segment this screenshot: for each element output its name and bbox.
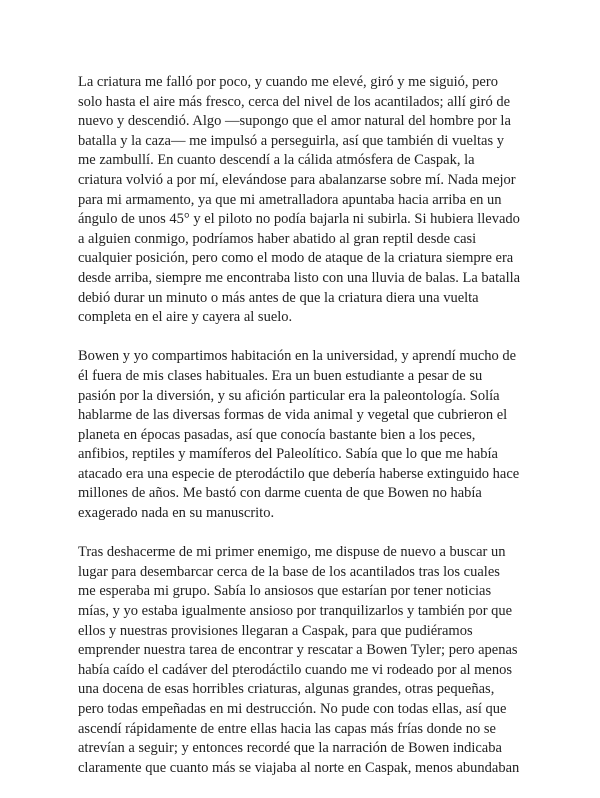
text-line: desde arriba, siempre me encontraba listo con una lluvia de balas. La batalla: [78, 269, 521, 286]
paragraph-2: [78, 347, 542, 523]
text-line: ascendí rápidamente de entre ellas hacia las capas más frías donde no se: [78, 720, 496, 737]
text-line: había caído el cadáver del pterodáctilo cuando me vi rodeado por al menos: [78, 661, 513, 678]
text-line: una docena de esas horribles criaturas, algunas grandes, otras pequeñas,: [78, 681, 495, 698]
text-line: me esperaba mi grupo. Sabía lo ansiosos que estarían por tener noticias: [78, 583, 492, 600]
text-line: Bowen y yo compartimos habitación en la universidad, y aprendí mucho de: [78, 348, 517, 365]
text-line: a alguien conmigo, podríamos haber abatido al gran reptil desde casi: [78, 230, 477, 247]
text-line: pasión por la diversión, y su afición particular era la paleontología. Solía: [78, 387, 500, 404]
text-line: para mi armamento, ya que mi ametralladora apuntaba hacia arriba en un: [78, 191, 502, 208]
paragraph-1: [78, 73, 542, 328]
text-line: criatura volvió a por mí, elevándose para abalanzarse sobre mí. Nada mejor: [78, 171, 516, 188]
text-line: La criatura me falló por poco, y cuando me elevé, giró y me siguió, pero: [78, 74, 498, 90]
text-line: mías, y yo estaba igualmente ansioso por tranquilizarlos y también por que: [78, 603, 513, 620]
text-line: debió durar un minuto o más antes de que la criatura diera una vuelta: [78, 289, 479, 306]
text-line: atrevían a seguir; y entonces recordé que la narración de Bowen indicaba: [78, 740, 502, 757]
text-line: Tras deshacerme de mi primer enemigo, me dispuse de nuevo a buscar un: [78, 544, 506, 561]
text-line: nuevo y descendió. Algo —supongo que el amor natural del hombre por la: [78, 113, 511, 130]
text-line: emprender nuestra tarea de encontrar y rescatar a Bowen Tyler; pero apenas: [78, 642, 518, 659]
text-line: cualquier posición, pero como el modo de ataque de la criatura siempre era: [78, 250, 514, 267]
body-text: [78, 73, 542, 798]
text-line: atacado era una especie de pterodáctilo que debería haberse extinguido hace: [78, 465, 520, 482]
text-line: lugar para desembarcar cerca de la base de los acantilados tras los cuales: [78, 563, 500, 580]
text-line: completa en el aire y cayera al suelo.: [78, 309, 293, 326]
text-line: planeta en épocas pasadas, así que conocía bastante bien a los peces,: [78, 426, 476, 443]
text-line: me zambullí. En cuanto descendí a la cálida atmósfera de Caspak, la: [78, 152, 475, 169]
text-line: millones de años. Me bastó con darme cuenta de que Bowen no había: [78, 485, 482, 502]
text-line: anfibios, reptiles y mamíferos del Paleolítico. Sabía que lo que me había: [78, 446, 498, 463]
text-line: batalla y la caza— me impulsó a perseguirla, así que también di vueltas y: [78, 132, 504, 149]
text-line: hablarme de las diversas formas de vida animal y vegetal que cubrieron el: [78, 407, 508, 424]
text-line: exagerado nada en su manuscrito.: [78, 505, 275, 522]
text-line: ángulo de unos 45° y el piloto no podía bajarla ni subirla. Si hubiera llevado: [78, 211, 520, 228]
text-line: él fuera de mis clases habituales. Era un buen estudiante a pesar de su: [78, 367, 483, 384]
text-line: claramente que cuanto más se viajaba al norte en Caspak, menos abundaban: [78, 759, 520, 776]
text-line: solo hasta el aire más fresco, cerca del nivel de los acantilados; allí giró de: [78, 93, 511, 110]
text-line: pero todas empeñadas en mi destrucción. No pude con todas ellas, así que: [78, 701, 507, 717]
text-line: ellos y nuestras provisiones llegaran a Caspak, para que pudiéramos: [78, 622, 473, 639]
paragraph-3: [78, 543, 542, 778]
